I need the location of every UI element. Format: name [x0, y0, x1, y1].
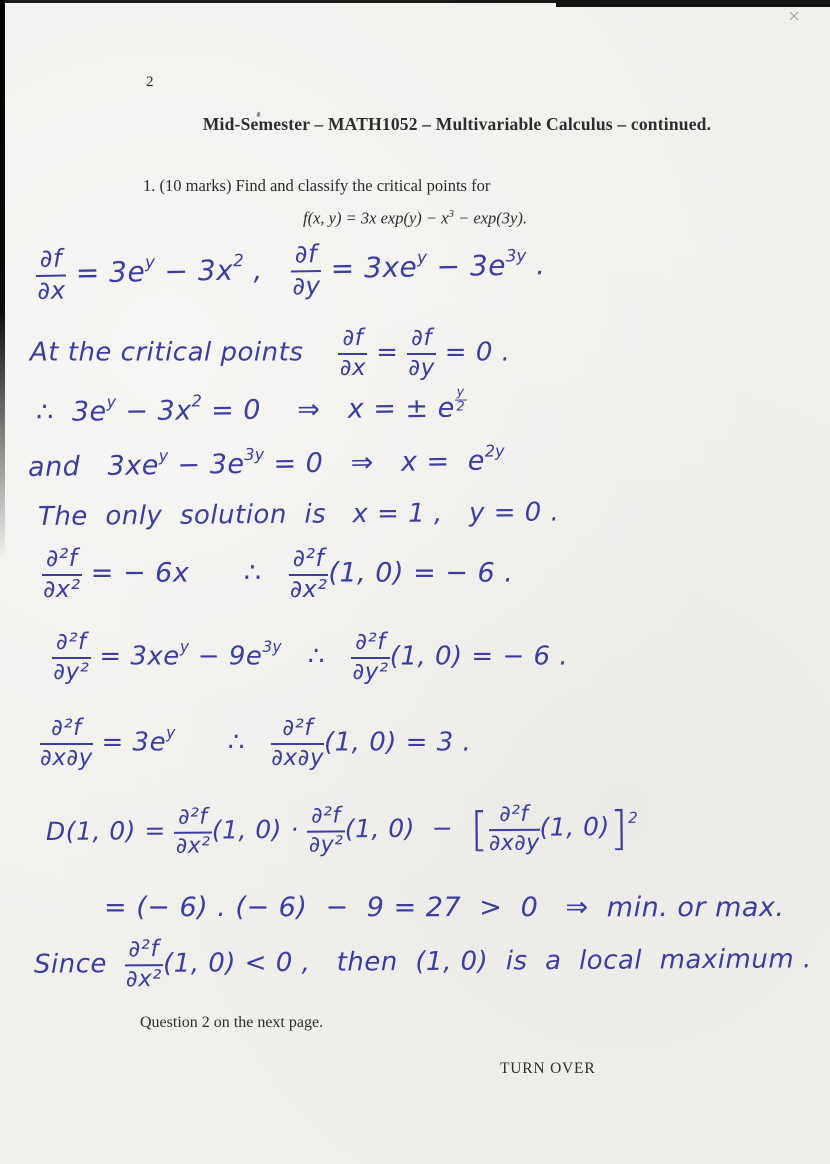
hw-bracket: ] — [609, 800, 629, 856]
page-number: 2 — [146, 74, 154, 90]
hw-fraction — [52, 630, 91, 684]
hw-superscript: 2y — [484, 441, 505, 461]
hw-text: At the critical points — [30, 337, 339, 368]
handwriting-line — [28, 441, 505, 483]
hw-numerator: ∂²f — [271, 716, 324, 745]
hw-numerator: ∂²f — [351, 630, 390, 659]
hw-numerator: ∂²f — [489, 802, 540, 830]
hw-text: = 0 ⇒ x = ± e — [201, 392, 455, 427]
hw-superscript: 3y — [244, 444, 265, 464]
hw-text: − 3e — [426, 248, 507, 284]
hw-fraction — [40, 716, 93, 770]
hw-text: − 3x — [154, 253, 234, 289]
hw-text: = − 6x ∴ — [81, 557, 289, 589]
hw-fraction — [489, 802, 540, 855]
hw-fraction — [35, 245, 66, 304]
hw-numerator: ∂²f — [40, 716, 93, 745]
hw-text: (1, 0) · — [211, 814, 308, 845]
handwriting-line — [104, 892, 785, 923]
question-text: 1. (10 marks) Find and classify the critical points for — [143, 176, 491, 195]
handwriting-line — [40, 716, 471, 770]
hw-text: = 3e — [66, 255, 146, 290]
hw-text: ∴ — [175, 727, 272, 758]
hw-fraction — [290, 241, 321, 300]
page-title: Mid-Semester – MATH1052 – Multivariable Calculus – continued. — [202, 114, 712, 134]
hw-fraction — [174, 805, 212, 858]
hw-numerator: ∂f — [290, 241, 321, 272]
hw-numerator: ∂²f — [174, 805, 212, 833]
hw-denominator: ∂y² — [53, 658, 90, 685]
hw-denominator: ∂x — [339, 354, 367, 381]
hw-fraction — [307, 804, 345, 857]
hw-denominator: 2 — [456, 399, 466, 415]
hw-superscript: y — [106, 392, 117, 412]
hw-denominator: ∂y² — [352, 658, 389, 685]
hw-text: (1, 0) — [539, 812, 610, 842]
hw-text: Since — [33, 949, 125, 980]
hw-superscript: y — [166, 724, 176, 743]
hw-text: ∴ 3e — [35, 396, 107, 429]
hw-fraction — [271, 716, 324, 770]
hw-text: (1, 0) < 0 , then (1, 0) is a local maximum . — [162, 944, 812, 979]
hw-text: = (− 6) . (− 6) − 9 = 27 > 0 ⇒ min. or max. — [104, 892, 785, 923]
hw-text: ∴ — [281, 641, 352, 672]
hw-fraction — [407, 326, 436, 380]
hw-denominator: ∂x∂y — [271, 744, 324, 771]
hw-numerator: ∂²f — [307, 804, 345, 832]
hw-bracket: [ — [469, 802, 489, 857]
hw-superscript: y — [158, 446, 169, 466]
handwriting-line — [42, 546, 513, 602]
hw-superscript: 3y — [505, 245, 527, 266]
hw-denominator: ∂x² — [43, 574, 81, 603]
hw-text: − 3x — [116, 395, 192, 428]
hw-superscript: 3y — [262, 638, 282, 657]
hw-fraction — [124, 937, 163, 992]
hw-superscript: y — [144, 251, 156, 272]
hw-numerator: ∂f — [338, 326, 367, 355]
hw-superscript: 2 — [628, 808, 638, 827]
hw-fraction — [338, 326, 367, 380]
handwriting-line — [46, 801, 638, 860]
hw-text: = — [367, 337, 408, 368]
hw-text: . — [526, 248, 546, 282]
hw-denominator: ∂x² — [175, 833, 211, 859]
handwriting-line — [38, 497, 560, 532]
hw-text: = 3xe — [90, 641, 180, 672]
hw-text: = 0 ⇒ x = e — [264, 445, 486, 480]
handwriting-line — [30, 326, 510, 380]
handwriting-line — [35, 237, 545, 304]
footer-note: Question 2 on the next page. — [140, 1014, 324, 1031]
hw-text: = 3xe — [321, 250, 418, 286]
handwriting-line — [34, 933, 812, 993]
hw-fraction — [289, 546, 329, 602]
hw-text: = 3e — [92, 727, 167, 758]
hw-numerator: ∂f — [35, 245, 66, 276]
hw-text: (1, 0) = − 6 . — [328, 557, 514, 589]
formula-pre: f(x, y) = 3x exp(y) − x — [303, 208, 449, 228]
hw-numerator: y — [455, 385, 467, 400]
hw-numerator: ∂f — [407, 326, 436, 355]
hw-text: = 0 . — [436, 337, 511, 368]
hw-denominator: ∂x² — [125, 965, 163, 993]
hw-denominator: ∂x — [37, 275, 66, 305]
hw-text: (1, 0) = 3 . — [324, 727, 472, 758]
hw-denominator: ∂y — [292, 270, 321, 301]
hw-numerator: ∂²f — [52, 630, 91, 659]
hw-superscript: 2 — [232, 250, 244, 271]
hw-denominator: ∂x∂y — [488, 830, 540, 856]
hw-denominator: ∂x² — [289, 574, 328, 603]
hw-denominator: ∂x∂y — [40, 744, 93, 771]
hw-fraction — [351, 630, 390, 684]
hw-text: D(1, 0) = — [45, 815, 175, 846]
hw-fraction — [42, 546, 82, 602]
hw-denominator: ∂y² — [308, 831, 344, 858]
hw-superscript: 2 — [191, 391, 203, 411]
hw-superscript: y — [179, 638, 190, 657]
formula-post: − exp(3y). — [454, 208, 527, 228]
hw-text: (1, 0) = − 6 . — [389, 641, 569, 672]
hw-numerator: ∂²f — [289, 546, 329, 576]
hw-text: The only solution is x = 1 , y = 0 . — [37, 497, 560, 532]
hw-fraction — [455, 385, 467, 413]
hw-numerator: ∂²f — [124, 937, 163, 966]
hw-text: − 3e — [168, 448, 245, 481]
handwriting-line — [52, 630, 568, 684]
hw-superscript: y — [416, 246, 428, 268]
handwriting-line — [36, 385, 467, 428]
hw-text: and 3xe — [27, 450, 160, 483]
turn-over-label: TURN OVER — [500, 1060, 596, 1077]
hw-text: , — [243, 252, 292, 287]
formula-exponent: 3 — [448, 208, 454, 220]
hw-text: − 9e — [189, 641, 263, 672]
hw-numerator: ∂²f — [42, 546, 82, 576]
hw-denominator: ∂y — [408, 354, 435, 381]
hw-text: (1, 0) − — [344, 813, 471, 844]
